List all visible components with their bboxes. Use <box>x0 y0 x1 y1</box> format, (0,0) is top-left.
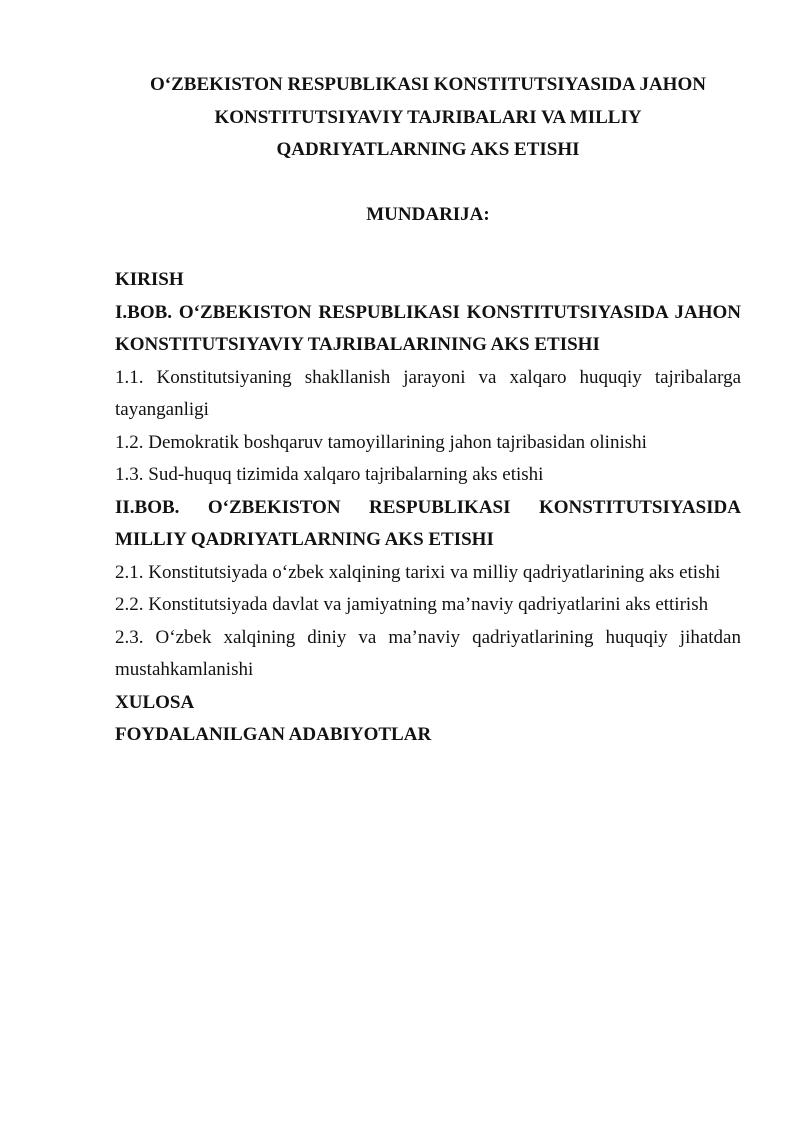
document-title-line: O‘ZBEKISTON RESPUBLIKASI KONSTITUTSIYASIDA JAHON <box>150 74 706 95</box>
toc-entry-1-2: 1.2. Demokratik boshqaruv tamoyillarining jahon tajribasidan olinishi <box>115 431 647 453</box>
toc-entry-1-1: 1.1. Konstitutsiyaning shakllanish jarayoni va xalqaro huquqiy tajribalarga tayanganligi <box>115 366 741 420</box>
toc-entry-bibliography: FOYDALANILGAN ADABIYOTLAR <box>115 724 432 745</box>
toc-entry-2-1: 2.1. Konstitutsiyada o‘zbek xalqining tarixi va milliy qadriyatlarining aks etishi <box>115 561 721 583</box>
toc-entry-chapter-1: I.BOB. O‘ZBEKISTON RESPUBLIKASI KONSTITUTSIYASIDA JAHON KONSTITUTSIYAVIY TAJRIBALARINING AKS ETISHI <box>115 301 741 355</box>
toc-entry-kirish: KIRISH <box>115 269 184 290</box>
toc-entry-xulosa: XULOSA <box>115 691 195 713</box>
document-title <box>115 69 741 167</box>
document-title-line: KONSTITUTSIYAVIY TAJRIBALARI VA MILLIY <box>214 106 642 128</box>
toc-entry-1-3: 1.3. Sud-huquq tizimida xalqaro tajribalarning aks etishi <box>115 464 544 485</box>
toc-entry-2-2: 2.2. Konstitutsiyada davlat va jamiyatning ma’naviy qadriyatlarini aks ettirish <box>115 594 709 615</box>
toc-entry-chapter-2: II.BOB. O‘ZBEKISTON RESPUBLIKASI KONSTITUTSIYASIDA MILLIY QADRIYATLARNING AKS ETISHI <box>115 496 741 550</box>
toc-entry-2-3: 2.3. O‘zbek xalqining diniy va ma’naviy qadriyatlarining huquqiy jihatdan mustahkamlanishi <box>115 626 741 680</box>
document-title-line: QADRIYATLARNING AKS ETISHI <box>276 139 580 160</box>
blank-line <box>115 167 741 200</box>
toc-heading: MUNDARIJA: <box>366 204 490 225</box>
blank-line <box>115 232 741 265</box>
